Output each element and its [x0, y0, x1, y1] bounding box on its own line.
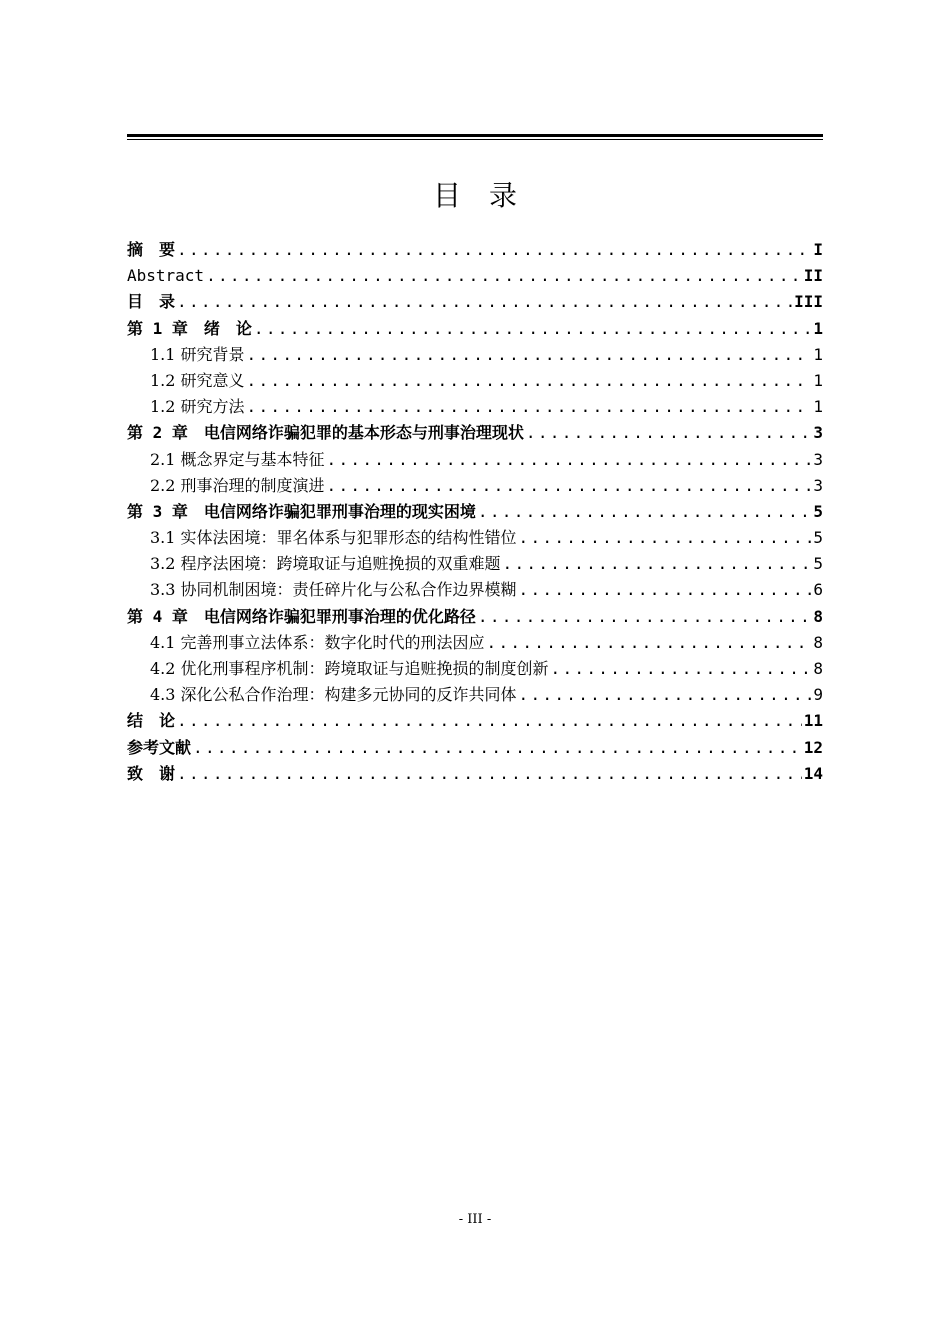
toc-leader-dots [327, 473, 812, 499]
toc-entry[interactable] [127, 604, 823, 630]
toc-entry-text: 参考文献 [127, 737, 192, 757]
toc-entry[interactable] [127, 447, 823, 473]
toc-entry-text: 4.1 完善刑事立法体系：数字化时代的刑法因应 [150, 632, 485, 652]
toc-entry[interactable] [127, 735, 823, 761]
toc-entry-text: 第 2 章 电信网络诈骗犯罪的基本形态与刑事治理现状 [127, 423, 524, 443]
toc-leader-dots [478, 499, 811, 525]
toc-entry[interactable] [127, 656, 823, 682]
toc-page-number: 1 [813, 370, 823, 390]
toc-entry-text: 4.3 深化公私合作治理：构建多元协同的反诈共同体 [150, 685, 517, 705]
toc-entry[interactable] [127, 577, 823, 603]
toc-page-number: 8 [813, 632, 823, 652]
toc-entry[interactable] [127, 708, 823, 734]
header-rule-thin [127, 139, 823, 140]
toc-leader-dots [177, 237, 811, 263]
toc-leader-dots [327, 447, 812, 473]
toc-entry-text: 4.2 优化刑事程序机制：跨境取证与追赃挽损的制度创新 [150, 659, 549, 678]
toc-page-number: 1 [813, 344, 823, 364]
toc-entry[interactable] [127, 263, 823, 289]
toc-entry-text: 3.2 程序法困境：跨境取证与追赃挽损的双重难题 [150, 554, 501, 574]
toc-entry-text: 摘 要 [127, 240, 176, 259]
toc-entry[interactable] [127, 420, 823, 446]
toc-entry-text: 3.3 协同机制困境：责任碎片化与公私合作边界模糊 [150, 580, 517, 600]
toc-leader-dots [247, 342, 812, 368]
toc-entry[interactable] [127, 551, 823, 577]
toc-entry-text: 1.2 研究意义 [150, 370, 245, 390]
toc-entry[interactable] [127, 394, 823, 420]
toc-entry[interactable] [127, 761, 823, 787]
toc-page-number: 5 [813, 528, 823, 548]
toc-page-number: 12 [803, 737, 823, 757]
toc-entry-text: 1.1 研究背景 [150, 344, 245, 364]
toc-page-number: 3 [813, 449, 823, 469]
toc-leader-dots [551, 656, 812, 682]
toc-entry-text: 2.2 刑事治理的制度演进 [150, 475, 325, 495]
toc-page-number: III [794, 292, 823, 312]
toc-leader-dots [177, 761, 802, 787]
toc-entry-text: Abstract [127, 266, 205, 286]
toc-entry-text: 3.1 实体法困境：罪名体系与犯罪形态的结构性错位 [150, 528, 517, 548]
toc-entry-text: 致 谢 [127, 763, 176, 783]
page-number-footer: - III - [458, 1212, 492, 1227]
toc-page-number: 5 [813, 501, 823, 521]
toc-entry[interactable] [127, 473, 823, 499]
toc-page-number: 5 [813, 554, 823, 574]
toc-entry[interactable] [127, 682, 823, 708]
toc-entry-text: 第 1 章 绪 论 [127, 318, 252, 338]
toc-page-number: 3 [813, 475, 823, 495]
toc-entry-text: 第 4 章 电信网络诈骗犯罪刑事治理的优化路径 [127, 606, 476, 626]
toc-entry-text: 1.2 研究方法 [150, 397, 245, 417]
toc-entry-text: 目 录 [127, 292, 176, 312]
toc-leader-dots [254, 316, 811, 342]
toc-leader-dots [519, 682, 812, 708]
toc-entry[interactable] [127, 525, 823, 551]
toc-entry[interactable] [127, 368, 823, 394]
toc-page-number: 8 [813, 659, 823, 678]
toc-page-number: I [813, 240, 823, 259]
toc-leader-dots [177, 289, 792, 315]
toc-page-number: 1 [813, 397, 823, 417]
toc-entry[interactable] [127, 342, 823, 368]
toc-leader-dots [478, 604, 811, 630]
header-rule-thick [127, 134, 823, 137]
toc-leader-dots [206, 263, 802, 289]
toc-entry[interactable] [127, 499, 823, 525]
toc-page-number: 11 [803, 711, 823, 731]
toc-leader-dots [519, 525, 812, 551]
table-of-contents [127, 237, 823, 787]
toc-entry-text: 第 3 章 电信网络诈骗犯罪刑事治理的现实困境 [127, 501, 476, 521]
toc-entry-text: 结 论 [127, 711, 176, 731]
toc-entry[interactable] [127, 316, 823, 342]
toc-leader-dots [247, 394, 812, 420]
toc-leader-dots [519, 577, 812, 603]
toc-leader-dots [487, 630, 812, 656]
toc-leader-dots [247, 368, 812, 394]
toc-leader-dots [503, 551, 812, 577]
toc-entry[interactable] [127, 237, 823, 263]
toc-entry[interactable] [127, 630, 823, 656]
toc-entry-text: 2.1 概念界定与基本特征 [150, 449, 325, 469]
toc-page-number: 14 [803, 763, 823, 783]
toc-page-number: 8 [813, 606, 823, 626]
toc-leader-dots [177, 708, 802, 734]
toc-page-number: 6 [813, 580, 823, 600]
toc-page-number: 3 [813, 423, 823, 443]
toc-entry[interactable] [127, 289, 823, 315]
toc-page-number: 9 [813, 685, 823, 705]
toc-page-number: 1 [813, 318, 823, 338]
page-title: 目 录 [432, 179, 517, 212]
toc-page-number: II [803, 266, 823, 286]
toc-leader-dots [526, 420, 811, 446]
toc-leader-dots [193, 735, 802, 761]
